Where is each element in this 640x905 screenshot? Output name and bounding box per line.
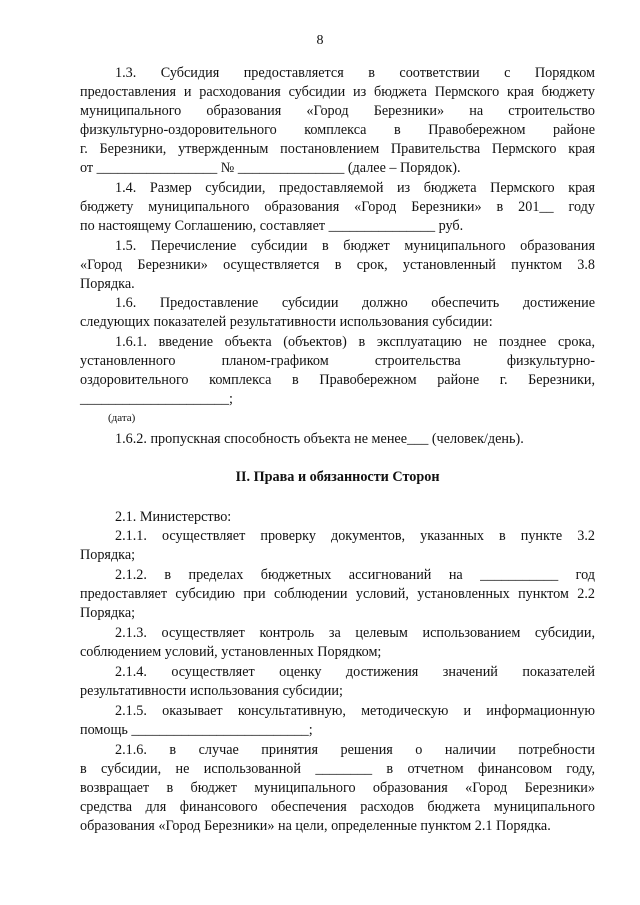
paragraph-2-1-2-line: 2.1.2. в пределах бюджетных ассигнований на ___________ год — [115, 567, 595, 583]
paragraph-1-6-1-line: _____________________; — [80, 391, 233, 407]
paragraph-2-1-4-line: 2.1.4. осуществляет оценку достижения значений показателей — [115, 664, 595, 680]
paragraph-2-1-6-line: возвращает в бюджет муниципального образования «Город Березники» — [80, 780, 595, 796]
paragraph-2-1-5-line: помощь _________________________; — [80, 722, 313, 738]
paragraph-2-1-6-line: 2.1.6. в случае принятия решения о наличии потребности — [115, 742, 595, 758]
paragraph-1-6-line: следующих показателей результативности использования субсидии: — [80, 314, 493, 330]
paragraph-2-1-3-line: соблюдением условий, установленных Порядком; — [80, 644, 382, 660]
paragraph-1-5-line: 1.5. Перечисление субсидии в бюджет муниципального образования — [115, 238, 595, 254]
paragraph-1-3-line: предоставления и расходования субсидии из бюджета Пермского края бюджету — [80, 84, 595, 100]
paragraph-1-6-1-line: установленного планом-графиком строительства физкультурно- — [80, 353, 595, 369]
paragraph-2-1-2-line: Порядка; — [80, 605, 136, 621]
section-heading: II. Права и обязанности Сторон — [235, 469, 440, 485]
paragraph-2-1-3-line: 2.1.3. осуществляет контроль за целевым использованием субсидии, — [115, 625, 595, 641]
paragraph-2-1-6-line: образования «Город Березники» на цели, определенные пунктом 2.1 Порядка. — [80, 818, 551, 834]
paragraph-1-5-line: «Город Березники» осуществляется в срок, установленный пунктом 3.8 — [80, 257, 595, 273]
date-caption: (дата) — [108, 412, 136, 424]
paragraph-2-1-4-line: результативности использования субсидии; — [80, 683, 343, 699]
paragraph-2-1-1-line: Порядка; — [80, 547, 136, 563]
paragraph-1-6-line: 1.6. Предоставление субсидии должно обеспечить достижение — [115, 295, 595, 311]
page-number: 8 — [316, 33, 324, 48]
paragraph-1-3-line: физкультурно-оздоровительного комплекса в Правобережном районе — [80, 122, 595, 138]
paragraph-1-6-1-line: оздоровительного комплекса в Правобережном районе г. Березники, — [80, 372, 595, 388]
paragraph-1-6-1-line: 1.6.1. введение объекта (объектов) в эксплуатацию не позднее срока, — [115, 334, 595, 350]
paragraph-1-4-line: 1.4. Размер субсидии, предоставляемой из бюджета Пермского края — [115, 180, 595, 196]
paragraph-2-1-6-line: в субсидии, не использованной ________ в отчетном финансовом году, — [80, 761, 595, 777]
paragraph-2-1-1-line: 2.1.1. осуществляет проверку документов, указанных в пункте 3.2 — [115, 528, 595, 544]
paragraph-1-3-line: 1.3. Субсидия предоставляется в соответствии с Порядком — [115, 65, 595, 81]
paragraph-1-4-line: по настоящему Соглашению, составляет _______________ руб. — [80, 218, 464, 234]
paragraph-1-3-line: от _________________ № _______________ (далее – Порядок). — [80, 160, 461, 176]
paragraph-2-1-line: 2.1. Министерство: — [115, 509, 232, 525]
paragraph-1-5-line: Порядка. — [80, 276, 135, 292]
paragraph-1-4-line: бюджету муниципального образования «Город Березники» в 201__ году — [80, 199, 595, 215]
paragraph-2-1-2-line: предоставляет субсидию при соблюдении условий, установленных пунктом 2.2 — [80, 586, 595, 602]
paragraph-2-1-5-line: 2.1.5. оказывает консультативную, методическую и информационную — [115, 703, 595, 719]
paragraph-1-3-line: муниципального образования «Город Березники» на строительство — [80, 103, 595, 119]
paragraph-2-1-6-line: средства для финансового обеспечения расходов бюджета муниципального — [80, 799, 595, 815]
paragraph-1-3-line: г. Березники, утвержденным постановлением Правительства Пермского края — [80, 141, 595, 157]
paragraph-1-6-2-line: 1.6.2. пропускная способность объекта не менее___ (человек/день). — [115, 431, 524, 447]
